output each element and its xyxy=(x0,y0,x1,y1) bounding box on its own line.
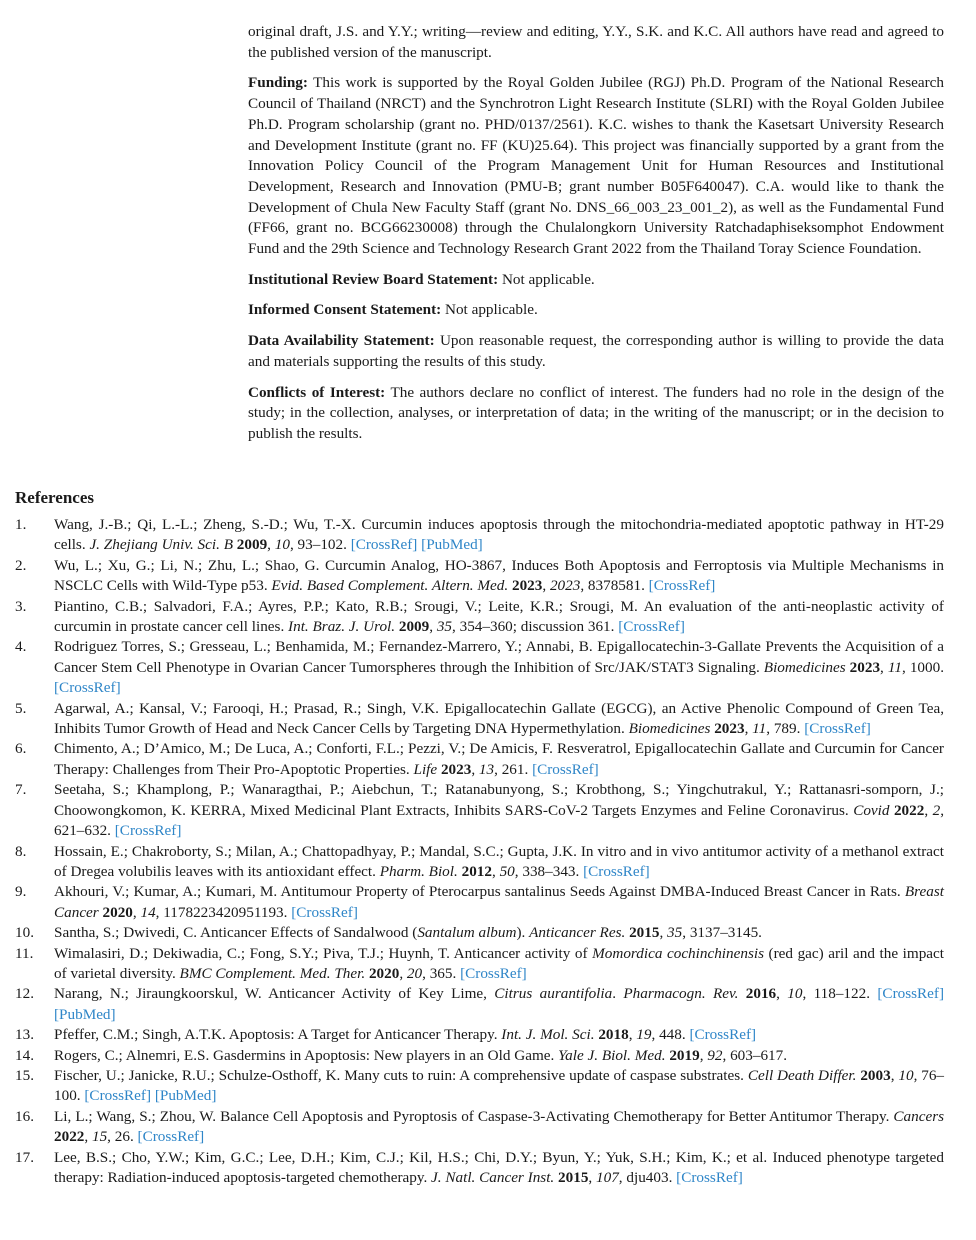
funding-label: Funding: xyxy=(248,74,308,92)
reference-year: 2023 xyxy=(440,760,472,778)
reference-journal: Breast Cancer xyxy=(54,883,944,921)
crossref-link[interactable]: [CrossRef] xyxy=(877,985,945,1003)
references-heading: References xyxy=(15,488,94,507)
reference-authors: Piantino, C.B.; Salvadori, F.A.; Ayres, P.P.; Kato, R.B.; Srougi, V.; Leite, K.R.; Srougi, M. xyxy=(54,597,644,615)
reference-number: 4. xyxy=(15,638,27,656)
reference-sep: , xyxy=(429,618,437,636)
reference-year: 2019 xyxy=(669,1046,700,1064)
reference-authors: Fischer, U.; Janicke, R.U.; Schulze-Osthoff, K. xyxy=(54,1066,345,1084)
reference-volume: 11 xyxy=(887,658,902,676)
reference-authors: Li, L.; Wang, S.; Zhou, W. xyxy=(54,1107,221,1125)
funding-statement xyxy=(248,73,944,259)
reference-journal: J. Zhejiang Univ. Sci. B xyxy=(89,536,237,554)
reference-year: 2009 xyxy=(236,536,268,554)
reference-title: ). xyxy=(516,924,530,942)
reference-volume: 10 xyxy=(787,985,803,1003)
reference-volume: 14 xyxy=(140,903,156,921)
reference-item xyxy=(15,1046,944,1066)
reference-year: 2018 xyxy=(598,1026,629,1044)
reference-number: 2. xyxy=(15,556,27,574)
data-availability-text: Upon reasonable request, the corresponding author is willing to provide the data and materials supporting the results of this study. xyxy=(248,332,944,370)
reference-item xyxy=(15,1066,944,1107)
reference-sep: , xyxy=(491,862,500,880)
reference-pages: , 603–617. xyxy=(722,1046,788,1064)
reference-sep: , xyxy=(628,1026,637,1044)
reference-journal: Biomedicines xyxy=(628,720,715,738)
reference-pages: , 3137–3145. xyxy=(682,924,762,942)
reference-pages: , 354–360; discussion 361. xyxy=(452,618,615,636)
reference-authors: Chimento, A.; D’Amico, M.; De Luca, A.; Conforti, F.L.; Pezzi, V.; De Amicis, F. xyxy=(54,740,557,758)
reference-item xyxy=(15,1025,944,1045)
reference-number: 15. xyxy=(15,1066,34,1084)
crossref-link[interactable]: [CrossRef] xyxy=(291,903,358,921)
reference-item xyxy=(15,780,944,841)
reference-number: 13. xyxy=(15,1026,34,1044)
reference-journal: Cancers xyxy=(893,1107,945,1125)
reference-list xyxy=(15,515,944,1188)
data-availability-statement xyxy=(248,331,944,372)
funding-text: This work is supported by the Royal Golden Jubilee (RGJ) Ph.D. Program of the National Research Council of Thailand (NRCT) and the Synchrotron Light Research Institute (SLRI) with the Royal Golden Jubilee Ph.D. Program scholarship (grant no. PHD/0137/2561). K.C. wishes to thank the Kasetsart University Research and Development Institute (grant no. FF (KU)25.64). This project was financially supported by a grant from the Innovation Policy Council of the Program Management Unit for Human Resources and Institutional Development, Research and Innovation (PMU-B; grant number B05F640047). C.A. would like to thank the Development of Chula New Faculty Staff (grant No. DNS_66_003_23_001_2), as well as the Fundamental Fund (FF66, grant no. BCG66230008) through the Chulalongkorn University Ratchadaphiseksomphot Endowment Fund and the 29th Science and Technology Research Grant 2022 from the Thailand Toray Science Foundation. xyxy=(248,74,944,258)
reference-item xyxy=(15,923,944,943)
reference-title: Gasdermins in Apoptosis: New players in an Old Game. xyxy=(213,1046,559,1064)
irb-statement xyxy=(248,270,944,291)
irb-label: Institutional Review Board Statement: xyxy=(248,270,499,288)
reference-authors: Wu, L.; Xu, G.; Li, N.; Zhu, L.; Shao, G. xyxy=(54,556,326,574)
reference-pages: , 448. xyxy=(651,1026,686,1044)
reference-volume: 2 xyxy=(932,801,941,819)
back-matter xyxy=(248,22,944,455)
reference-journal: Cell Death Differ. xyxy=(747,1066,861,1084)
reference-volume: 10 xyxy=(274,536,290,554)
reference-title: (red gac) aril and the impact of varietal diversity. xyxy=(54,944,944,982)
reference-title: Anticancer activity of xyxy=(453,944,593,962)
reference-authors: Wang, J.-B.; Qi, L.-L.; Zheng, S.-D.; Wu, T.-X. xyxy=(54,516,362,533)
reference-sep: , xyxy=(699,1046,708,1064)
reference-title: Epigallocatechin-3-Gallate Prevents the Acquisition of a Cancer Stem Cell Phenotype in Ovarian Cancer Tumorspheres through the Inhibition of Src/JAK/STAT3 Signaling. xyxy=(54,638,944,676)
reference-authors: Hossain, E.; Chakroborty, S.; Milan, A.; Chattopadhyay, P.; Mandal, S.C.; Gupta, J.K. xyxy=(54,842,581,860)
pubmed-link[interactable]: [PubMed] xyxy=(54,1005,116,1023)
crossref-link[interactable]: [CrossRef] xyxy=(676,1169,743,1186)
reference-pages: , 621–632. xyxy=(54,801,944,840)
reference-sep: , xyxy=(84,1128,92,1146)
reference-volume: 2023 xyxy=(549,577,581,595)
reference-title: In vitro and in vivo antitumor activity of a methanol extract of Dregea volubilis leaves with its antioxidant effect. xyxy=(54,842,944,880)
crossref-link[interactable]: [CrossRef] xyxy=(689,1026,757,1044)
reference-year: 2023 xyxy=(849,658,881,676)
reference-pages: , 1178223420951193. xyxy=(155,903,288,921)
reference-journal: BMC Complement. Med. Ther. xyxy=(179,964,369,982)
reference-journal: Anticancer Res. xyxy=(529,924,630,942)
crossref-link[interactable]: [CrossRef] xyxy=(804,720,871,738)
reference-year: 2003 xyxy=(860,1066,891,1084)
irb-text: Not applicable. xyxy=(501,270,595,288)
reference-item xyxy=(15,739,944,780)
crossref-link[interactable]: [CrossRef] xyxy=(618,618,685,636)
reference-authors: Wimalasiri, D.; Dekiwadia, C.; Fong, S.Y.; Piva, T.J.; Huynh, T. xyxy=(54,944,454,962)
reference-title: Many cuts to ruin: A comprehensive update of caspase substrates. xyxy=(344,1066,748,1084)
crossref-link[interactable]: [CrossRef] xyxy=(460,964,527,982)
reference-sep: , xyxy=(880,658,888,676)
reference-item xyxy=(15,556,944,597)
crossref-link[interactable]: [CrossRef] xyxy=(583,862,650,880)
reference-year: 2009 xyxy=(398,618,430,636)
reference-number: 1. xyxy=(15,516,27,533)
conflicts-text: The authors declare no conflict of interest. The funders had no role in the design of the study; in the collection, analyses, or interpretation of data; in the writing of the manuscript; or in the decision to publish the results. xyxy=(248,383,944,442)
reference-number: 8. xyxy=(15,842,27,860)
reference-sep: , xyxy=(659,924,668,942)
reference-volume: 92 xyxy=(707,1046,723,1064)
reference-title-italic: Momordica cochinchinensis xyxy=(592,944,764,962)
reference-title: Epigallocatechin Gallate (EGCG), an Active Phenolic Compound of Green Tea, Inhibits Tumor Growth of Head and Neck Cancer Cells by Targeting DNA Hypermethylation. xyxy=(54,699,944,738)
reference-item xyxy=(15,842,944,883)
reference-authors: Pfeffer, C.M.; Singh, A.T.K. xyxy=(54,1026,229,1044)
reference-number: 3. xyxy=(15,597,27,615)
reference-item xyxy=(15,699,944,740)
reference-number: 17. xyxy=(15,1148,34,1166)
reference-number: 9. xyxy=(15,883,27,901)
crossref-link[interactable]: [CrossRef] xyxy=(84,1087,152,1105)
reference-volume: 19 xyxy=(636,1026,652,1044)
reference-item xyxy=(15,597,944,638)
reference-journal: Pharm. Biol. xyxy=(379,862,462,880)
reference-volume: 11 xyxy=(752,720,767,738)
crossref-link[interactable]: [CrossRef] xyxy=(54,679,121,697)
reference-title-italic: Citrus aurantifolia xyxy=(494,985,613,1003)
reference-journal: J. Natl. Cancer Inst. xyxy=(431,1169,559,1186)
reference-number: 6. xyxy=(15,740,27,758)
reference-year: 2020 xyxy=(368,964,400,982)
reference-sep: , xyxy=(399,964,407,982)
reference-item xyxy=(15,515,944,556)
reference-pages: , 1000. xyxy=(901,658,944,676)
reference-journal: Evid. Based Complement. Altern. Med. xyxy=(271,577,512,595)
reference-year: 2022 xyxy=(54,1128,85,1146)
reference-item xyxy=(15,637,944,698)
reference-sep: , xyxy=(267,536,275,554)
reference-number: 10. xyxy=(15,924,34,942)
data-availability-label: Data Availability Statement: xyxy=(248,332,435,350)
reference-sep: , xyxy=(132,903,141,921)
crossref-link[interactable]: [CrossRef] xyxy=(137,1128,205,1146)
reference-title: Anticancer Effects of Sandalwood ( xyxy=(199,924,418,942)
reference-item xyxy=(15,984,944,1025)
reference-year: 2022 xyxy=(893,801,925,819)
pubmed-link[interactable]: [PubMed] xyxy=(421,536,483,554)
crossref-link[interactable]: [CrossRef] xyxy=(350,536,418,554)
reference-title: Curcumin induces apoptosis through the mitochondria-mediated apoptotic pathway in HT-29 cells. xyxy=(54,516,944,554)
reference-number: 11. xyxy=(15,944,34,962)
reference-number: 5. xyxy=(15,699,27,717)
reference-title: KERRA, Mixed Medicinal Plant Extracts, Inhibits SARS-CoV-2 Targets Enzymes and Feline Coronavirus. xyxy=(190,801,854,819)
reference-authors: Narang, N.; Jiraungkoorskul, W. xyxy=(54,985,269,1003)
reference-volume: 20 xyxy=(406,964,423,982)
reference-volume: 15 xyxy=(91,1128,108,1146)
reference-item xyxy=(15,1107,944,1148)
reference-item xyxy=(15,1148,944,1189)
reference-journal: Int. Braz. J. Urol. xyxy=(288,618,399,636)
reference-pages: , 26. xyxy=(107,1128,134,1146)
reference-year: 2016 xyxy=(745,985,777,1003)
pubmed-link[interactable]: [PubMed] xyxy=(154,1087,217,1105)
conflicts-label: Conflicts of Interest: xyxy=(248,383,386,401)
reference-sep: , xyxy=(542,577,550,595)
reference-year: 2012 xyxy=(461,862,492,880)
author-contributions-continued: original draft, J.S. and Y.Y.; writing—review and editing, Y.Y., S.K. and K.C. All authors have read and agreed to the published version of the manuscript. xyxy=(248,23,944,61)
reference-year: 2015 xyxy=(558,1169,589,1186)
reference-number: 12. xyxy=(15,985,34,1003)
reference-pages: , 8378581. xyxy=(580,577,645,595)
reference-journal: Yale J. Biol. Med. xyxy=(558,1046,670,1064)
reference-sep: , xyxy=(471,760,479,778)
reference-volume: 50 xyxy=(499,862,515,880)
reference-title: Apoptosis: A Target for Anticancer Therapy. xyxy=(228,1026,502,1044)
reference-number: 7. xyxy=(15,781,27,799)
reference-authors: Rodriguez Torres, S.; Gresseau, L.; Benhamida, M.; Fernandez-Marrero, Y.; Annabi, B. xyxy=(54,638,598,656)
reference-pages: , 76–100. xyxy=(54,1066,945,1105)
reference-pages: , 93–102. xyxy=(289,536,347,554)
reference-volume: 10 xyxy=(898,1066,914,1084)
reference-title: Curcumin Analog, HO-3867, Induces Both Apoptosis and Ferroptosis via Multiple Mechanisms in NSCLC Cells with Wild-Type p53. xyxy=(54,556,945,595)
reference-item xyxy=(15,944,944,985)
reference-journal: Pharmacogn. Rev. xyxy=(623,985,746,1003)
reference-pages: , 789. xyxy=(766,720,801,738)
reference-journal: Life xyxy=(413,760,441,778)
reference-year: 2015 xyxy=(629,924,660,942)
reference-year: 2020 xyxy=(102,903,133,921)
reference-volume: 107 xyxy=(596,1169,619,1186)
crossref-link[interactable]: [CrossRef] xyxy=(114,822,182,840)
reference-authors: Seetaha, S.; Khamplong, P.; Wanaragthai, P.; Aiebchun, T.; Ratanabunyong, S.; Krobthong, S.; Yingchutrakul, Y.; Rattanasri-somporn, J.; Choowongkomon, K. xyxy=(54,781,944,819)
reference-authors: Lee, B.S.; Cho, Y.W.; Kim, G.C.; Lee, D.H.; Kim, C.J.; Kil, H.S.; Chi, D.Y.; Byun, Y.; Yuk, S.H.; Kim, K.; et al. xyxy=(54,1148,773,1166)
reference-title: Resveratrol, Epigallocatechin Gallate and Curcumin for Cancer Therapy: Challenges from Their Pro-Apoptotic Properties. xyxy=(54,740,944,778)
reference-sep: , xyxy=(744,720,753,738)
reference-journal: Covid xyxy=(853,801,894,819)
reference-sep: , xyxy=(890,1066,899,1084)
reference-title: Induced phenotype targeted therapy: Radiation-induced apoptosis-targeted chemotherapy. xyxy=(54,1148,944,1186)
reference-authors: Agarwal, A.; Kansal, V.; Farooqi, H.; Prasad, R.; Singh, V.K. xyxy=(54,699,445,717)
reference-authors: Akhouri, V.; Kumar, A.; Kumari, M. xyxy=(54,883,281,901)
reference-number: 16. xyxy=(15,1107,34,1125)
reference-sep: , xyxy=(924,801,933,819)
reference-journal: Biomedicines xyxy=(763,658,850,676)
reference-authors: Rogers, C.; Alnemri, E.S. xyxy=(54,1046,214,1064)
crossref-link[interactable]: [CrossRef] xyxy=(648,577,716,595)
reference-sep: , xyxy=(588,1169,596,1186)
crossref-link[interactable]: [CrossRef] xyxy=(532,760,599,778)
reference-title: . xyxy=(612,985,624,1003)
reference-title: Antitumour Property of Pterocarpus santalinus Seeds Against DMBA-Induced Breast Cancer in Rats. xyxy=(280,883,905,901)
reference-title: Balance Cell Apoptosis and Pyroptosis of Caspase-3-Activating Chemotherapy for Better Antitumor Therapy. xyxy=(220,1107,894,1125)
reference-volume: 13 xyxy=(478,760,495,778)
consent-statement xyxy=(248,300,944,321)
reference-title-italic: Santalum album xyxy=(417,924,517,942)
reference-sep: , xyxy=(776,985,788,1003)
reference-pages: , dju403. xyxy=(618,1169,673,1186)
reference-pages: , 261. xyxy=(494,760,529,778)
reference-year: 2023 xyxy=(714,720,745,738)
reference-volume: 35 xyxy=(436,618,453,636)
consent-label: Informed Consent Statement: xyxy=(248,301,442,319)
reference-number: 14. xyxy=(15,1046,34,1064)
reference-volume: 35 xyxy=(667,924,683,942)
reference-journal: Int. J. Mol. Sci. xyxy=(501,1026,599,1044)
reference-authors: Santha, S.; Dwivedi, C. xyxy=(54,924,200,942)
reference-pages: , 365. xyxy=(422,964,457,982)
consent-text: Not applicable. xyxy=(445,301,538,319)
reference-pages: , 338–343. xyxy=(514,862,580,880)
reference-year: 2023 xyxy=(511,577,543,595)
conflicts-statement xyxy=(248,383,944,445)
reference-title: An evaluation of the anti-neoplastic activity of curcumin in prostate cancer cell lines. xyxy=(54,597,944,636)
reference-item xyxy=(15,882,944,923)
reference-title: Anticancer Activity of Key Lime, xyxy=(268,985,495,1003)
reference-pages: , 118–122. xyxy=(802,985,871,1003)
